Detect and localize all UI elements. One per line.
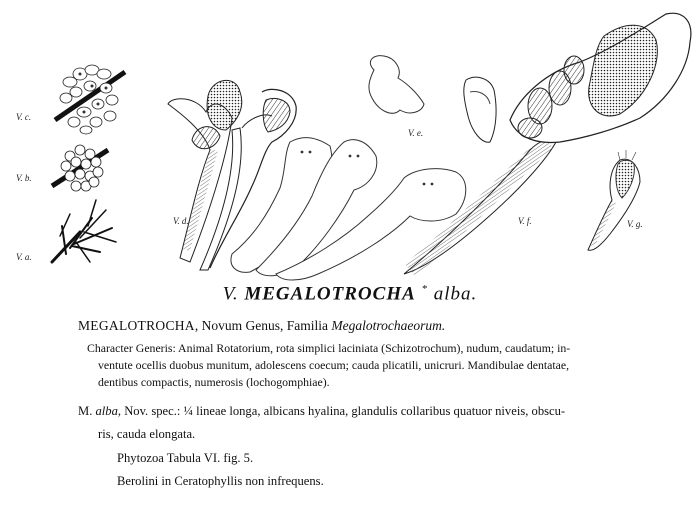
figure-label-b: V. b. (16, 173, 32, 183)
species-entry-line-2: ris, cauda elongata. (98, 427, 196, 441)
figure-label-a: V. a. (16, 252, 32, 262)
character-generis-line-2: ventute ocellis duobus munitum, adolescens coecum; cauda plicatili, unicruri. Mandibulae dentatae, (98, 358, 570, 372)
figure-g-animal (588, 150, 640, 250)
genus-rest: , Novum Genus, Familia (194, 318, 332, 333)
figure-label-d: V. d. (173, 216, 189, 226)
figure-label-f: V. f. (518, 216, 532, 226)
figure-f-animal (404, 13, 691, 274)
figure-label-g: V. g. (627, 219, 643, 229)
species-entry-line-1 (78, 404, 565, 419)
figure-label-e: V. e. (408, 128, 424, 138)
character-generis-line-3: dentibus compactis, numerosis (lochogomphiae). (98, 375, 330, 389)
genus-name: MEGALOTROCHA (78, 318, 195, 333)
figure-b-colony (52, 145, 108, 191)
plate-caption (0, 283, 700, 305)
figure-c-colony (55, 65, 125, 134)
figure-a-colony (52, 200, 116, 262)
plate-genus: MEGALOTROCHA (244, 283, 416, 305)
plate-species: alba. (433, 283, 478, 305)
species-name: alba (95, 404, 118, 418)
plate-mark: * (421, 283, 429, 295)
species-prefix: M. (78, 404, 96, 418)
plate-number: V. (222, 283, 239, 305)
genus-heading (78, 318, 445, 334)
plate-reference: Phytozoa Tabula VI. fig. 5. (117, 451, 254, 465)
family-name: Megalotrochaeorum. (331, 318, 446, 333)
character-generis-line-1: Character Generis: Animal Rotatorium, rota simplici laciniata (Schizotrochum), nudum, caudatum; in- (87, 341, 571, 355)
figure-label-c: V. c. (16, 112, 32, 122)
locality: Berolini in Ceratophyllis non infrequens. (117, 474, 324, 488)
species-line1-rest: , Nov. spec.: ¼ lineae longa, albicans hyalina, glandulis collaribus quatuor niveis, obscu- (117, 404, 566, 418)
